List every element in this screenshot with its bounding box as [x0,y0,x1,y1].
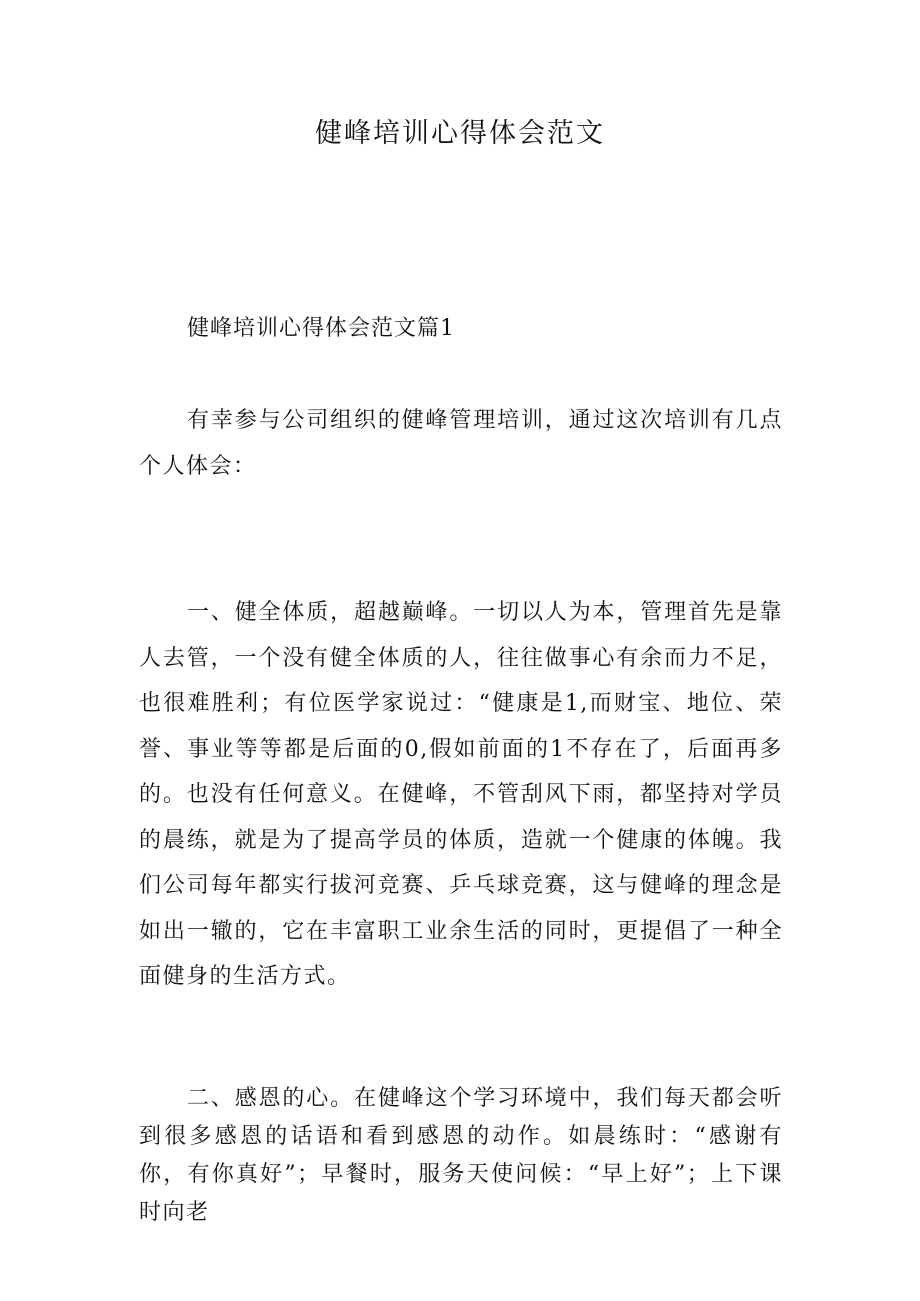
paragraph-point-two: 二、感恩的心。在健峰这个学习环境中，我们每天都会听到很多感恩的话语和看到感恩的动作。如晨练时：“感谢有你，有你真好”；早餐时，服务天使问候：“早上好”；上下课时向老 [139,1086,783,1225]
paragraph-intro: 有幸参与公司组织的健峰管理培训，通过这次培训有几点个人体会： [139,408,783,479]
section-heading: 健峰培训心得体会范文篇1 [187,316,455,341]
document-title: 健峰培训心得体会范文 [315,118,605,149]
paragraph-point-one: 一、健全体质，超越巅峰。一切以人为本，管理首先是靠人去管，一个没有健全体质的人，往往做事心有余而力不足，也很难胜利；有位医学家说过：“健康是1,而财宝、地位、荣誉、事业等等都是后面的0,假如前面的1不存在了，后面再多的。也没有任何意义。在健峰，不管刮风下雨，都坚持对学员的晨练，就是为了提高学员的体质，造就一个健康的体魄。我们公司每年都实行拔河竞赛、乒乓球竞赛，这与健峰的理念是如出一辙的，它在丰富职工业余生活的同时，更提倡了一种全面健身的生活方式。 [139,600,783,989]
